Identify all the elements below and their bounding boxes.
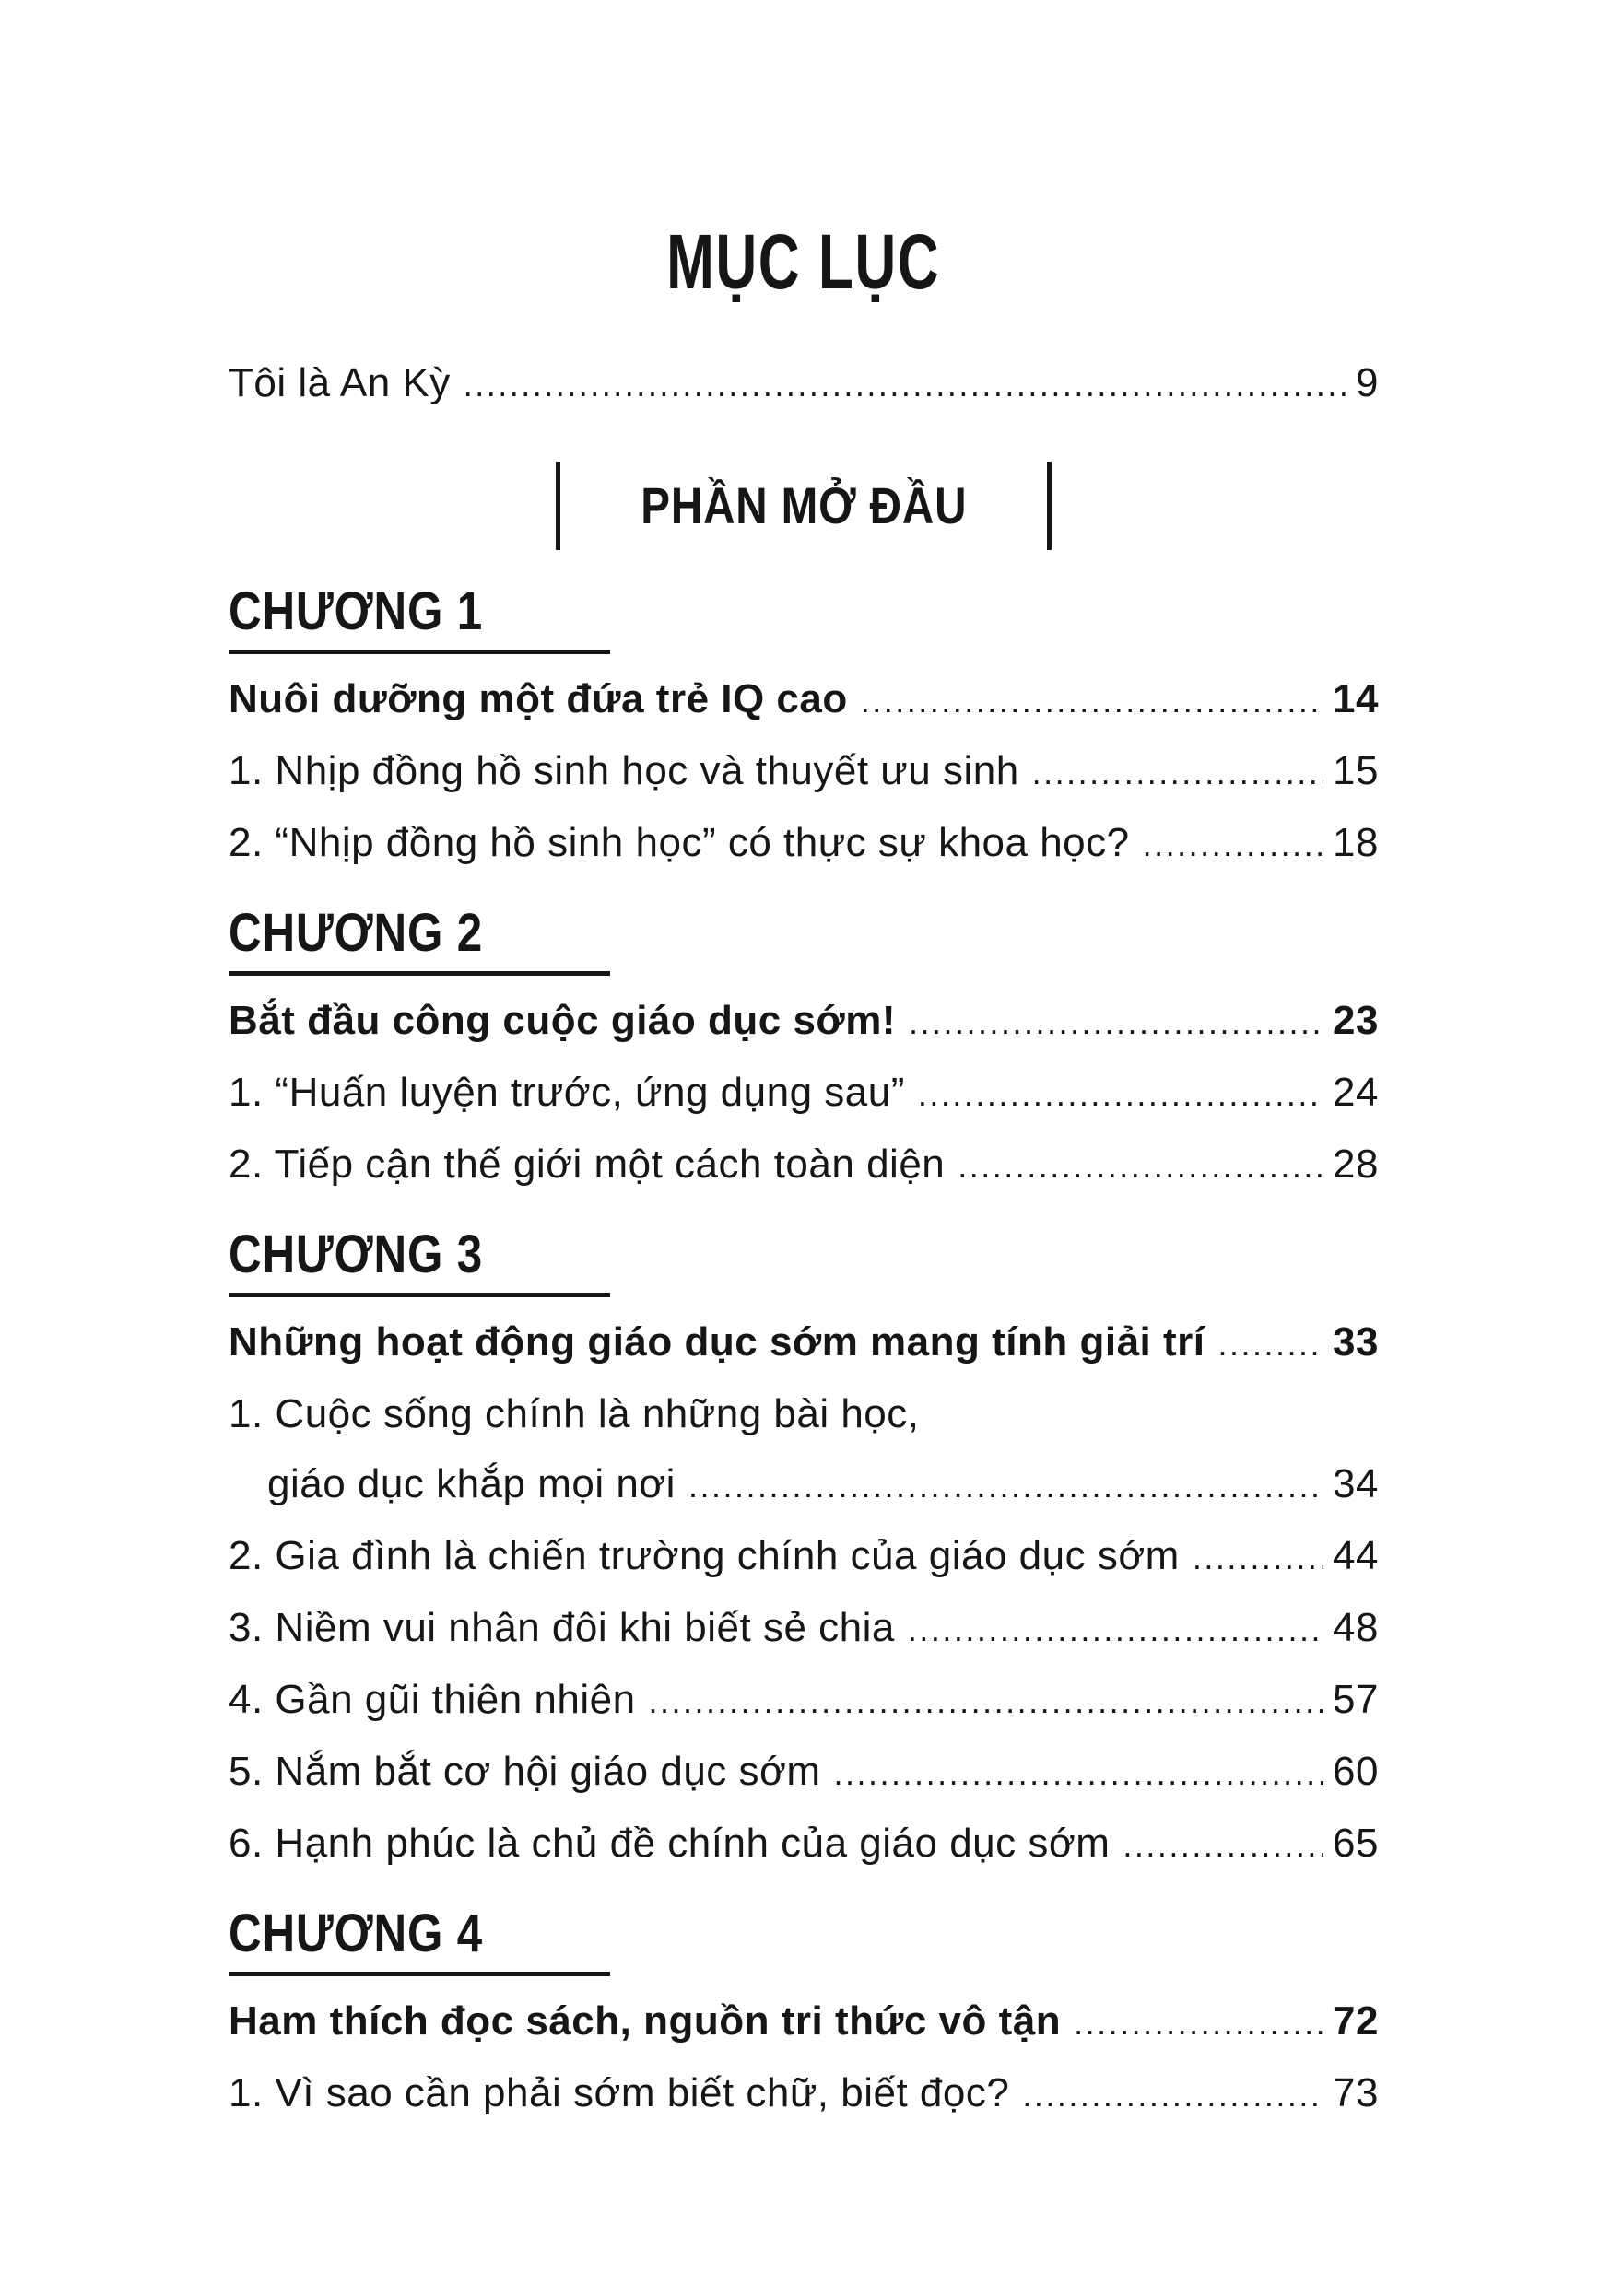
toc-entry — [229, 1745, 1379, 1800]
toc-entry — [229, 816, 1379, 872]
toc-entry — [229, 1817, 1379, 1872]
toc-entry-label: Những hoạt động giáo dục sớm mang tính giải trí — [229, 1318, 1205, 1365]
toc-entry-page-number: 23 — [1333, 997, 1379, 1043]
chapter-heading-text: CHƯƠNG 3 — [229, 1224, 484, 1284]
toc-entry-label: 2. Tiếp cận thế giới một cách toàn diện — [229, 1141, 946, 1187]
toc-entry — [229, 744, 1379, 800]
dot-leader — [909, 996, 1323, 1049]
chapter-heading-underline — [229, 1293, 610, 1297]
dot-leader — [649, 1675, 1324, 1728]
chapter-heading-underline — [229, 971, 610, 976]
toc-entry-line2 — [229, 1458, 1379, 1513]
chapter-heading-text: CHƯƠNG 2 — [229, 902, 484, 963]
toc-entry-page-number: 57 — [1333, 1676, 1379, 1722]
toc-entry-page-number: 73 — [1333, 2069, 1379, 2115]
chapter-title-entry — [229, 1316, 1379, 1371]
toc-entry-label: giáo dục khắp mọi nơi — [267, 1460, 676, 1506]
chapter-block-3 — [229, 1224, 1379, 1872]
toc-entry — [229, 2067, 1379, 2122]
toc-entry-line1 — [229, 1388, 1379, 1441]
left-bar-divider — [556, 462, 560, 550]
toc-entry-label: 1. Nhịp đồng hồ sinh học và thuyết ưu sinh — [229, 747, 1019, 793]
dot-leader — [1143, 818, 1323, 872]
toc-entry-page-number: 48 — [1333, 1604, 1379, 1650]
dot-leader — [918, 1068, 1323, 1121]
chapter-heading-underline — [229, 1972, 610, 1976]
toc-entry-page-number: 33 — [1333, 1318, 1379, 1365]
chapter-heading-text: CHƯƠNG 1 — [229, 580, 484, 641]
toc-entry-label: 4. Gần gũi thiên nhiên — [229, 1676, 636, 1722]
toc-entry-label: Nuôi dưỡng một đứa trẻ IQ cao — [229, 675, 848, 721]
dot-leader — [958, 1140, 1323, 1193]
dot-leader — [464, 358, 1346, 412]
toc-entry-intro — [229, 357, 1379, 412]
toc-entry-page-number: 9 — [1356, 359, 1379, 405]
toc-entry-label: 6. Hạnh phúc là chủ đề chính của giáo dục sớm — [229, 1820, 1111, 1866]
toc-entry-page-number: 65 — [1333, 1820, 1379, 1866]
part-banner-title: PHẦN MỞ ĐẦU — [640, 476, 968, 535]
dot-leader — [1123, 1819, 1323, 1872]
chapters-container — [229, 580, 1379, 2122]
dot-leader — [834, 1747, 1324, 1800]
toc-entry — [229, 1673, 1379, 1728]
dot-leader — [688, 1459, 1323, 1513]
dot-leader — [1032, 746, 1323, 800]
toc-entry-label: 2. “Nhịp đồng hồ sinh học” có thực sự khoa học? — [229, 819, 1130, 865]
chapter-title-entry — [229, 1995, 1379, 2050]
chapter-block-2 — [229, 902, 1379, 1193]
toc-entry — [229, 1066, 1379, 1121]
dot-leader — [861, 674, 1323, 728]
toc-entry-label: 1. “Huấn luyện trước, ứng dụng sau” — [229, 1069, 905, 1115]
dot-leader — [1218, 1318, 1324, 1371]
toc-entry-label: 1. Vì sao cần phải sớm biết chữ, biết đọc? — [229, 2069, 1010, 2115]
toc-entry-page-number: 72 — [1333, 1997, 1379, 2044]
chapter-title-entry — [229, 673, 1379, 728]
chapter-heading — [229, 1224, 1379, 1284]
toc-entry-label: 3. Niềm vui nhân đôi khi biết sẻ chia — [229, 1604, 895, 1650]
toc-entry — [229, 1529, 1379, 1585]
toc-entry-page-number: 24 — [1333, 1069, 1379, 1115]
toc-entry-page-number: 44 — [1333, 1532, 1379, 1578]
page-title-text: MỤC LỤC — [666, 218, 941, 305]
chapter-heading — [229, 580, 1379, 641]
chapter-title-entry — [229, 994, 1379, 1049]
toc-entry — [229, 1138, 1379, 1193]
toc-entry-label: 2. Gia đình là chiến trường chính của giáo dục sớm — [229, 1532, 1180, 1578]
chapter-heading-text: CHƯƠNG 4 — [229, 1903, 484, 1963]
chapter-block-1 — [229, 580, 1379, 872]
chapter-heading — [229, 902, 1379, 963]
toc-entry-page-number: 14 — [1333, 675, 1379, 721]
toc-entry-label: Ham thích đọc sách, nguồn tri thức vô tận — [229, 1997, 1062, 2044]
chapter-heading-underline — [229, 650, 610, 654]
dot-leader — [1193, 1531, 1323, 1585]
chapter-heading — [229, 1903, 1379, 1963]
toc-entry-label: Bắt đầu công cuộc giáo dục sớm! — [229, 997, 896, 1043]
part-banner — [229, 462, 1379, 550]
chapter-block-4 — [229, 1903, 1379, 2122]
dot-leader — [1074, 1997, 1323, 2050]
toc-entry — [229, 1601, 1379, 1657]
toc-entry-page-number: 60 — [1333, 1748, 1379, 1794]
toc-entry-page-number: 18 — [1333, 819, 1379, 865]
dot-leader — [1022, 2068, 1323, 2122]
toc-entry-page-number: 28 — [1333, 1141, 1379, 1187]
toc-entry-label: 5. Nắm bắt cơ hội giáo dục sớm — [229, 1748, 821, 1794]
toc-entry-label: Tôi là An Kỳ — [229, 359, 451, 405]
right-bar-divider — [1047, 462, 1052, 550]
toc-entry-page-number: 34 — [1333, 1460, 1379, 1506]
toc-entry-label: 1. Cuộc sống chính là những bài học, — [229, 1390, 920, 1436]
toc-entry-page-number: 15 — [1333, 747, 1379, 793]
page-title — [229, 217, 1379, 307]
dot-leader — [908, 1603, 1323, 1657]
